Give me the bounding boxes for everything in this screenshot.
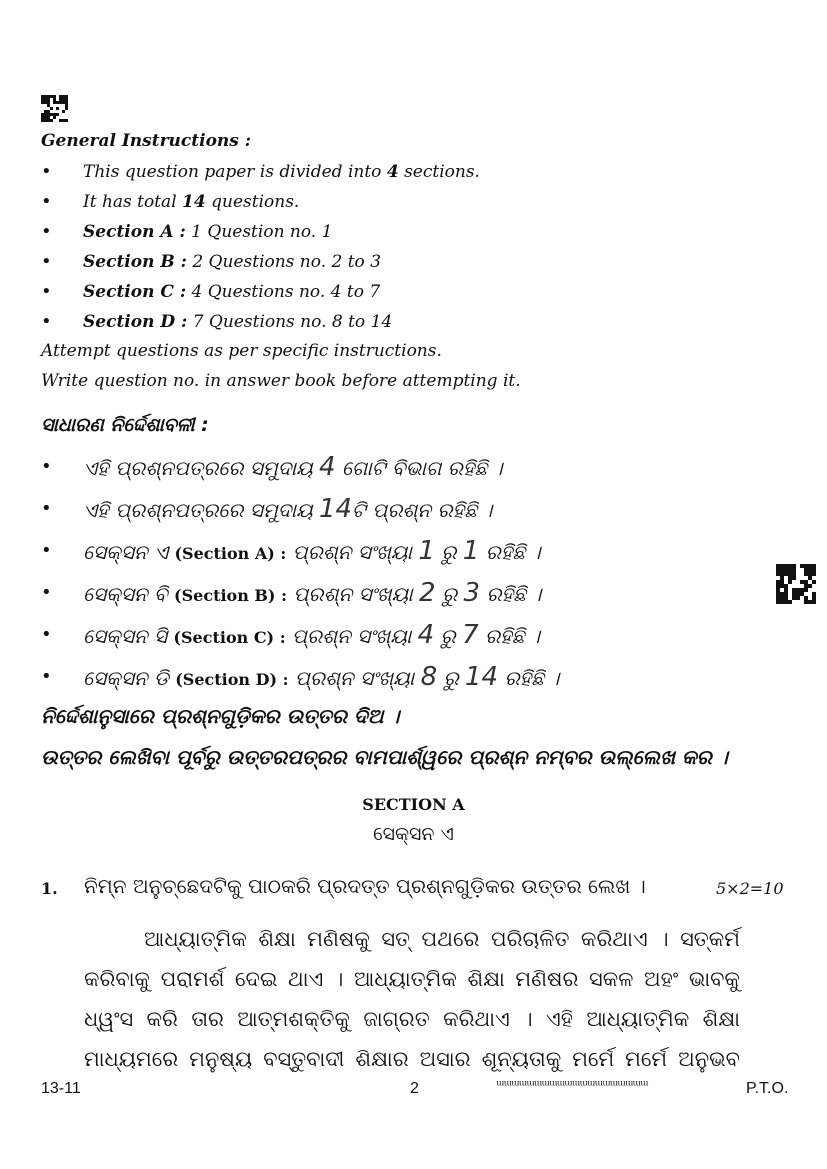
paper-code: 13-11 bbox=[41, 1080, 81, 1097]
bullet-icon: • bbox=[41, 281, 52, 302]
passage-line: ଧ୍ୱଂସ କରି ତାର ଆତ୍ମଶକ୍ତିକୁ ଜାଗ୍ରତ କରିଥାଏ । ଏହି ଆଧ୍ୟାତ୍ମିକ ଶିକ୍ଷା bbox=[84, 1007, 740, 1031]
general-instructions-heading: General Instructions : bbox=[41, 131, 252, 151]
passage-line: କରିବାକୁ ପରାମର୍ଶ ଦେଇ ଥାଏ । ଆଧ୍ୟାତ୍ମିକ ଶିକ୍ଷା ମଣିଷର ସକଳ ଅହଂ ଭାବକୁ bbox=[84, 967, 740, 991]
bullet-icon: • bbox=[41, 624, 52, 645]
page-number: 2 bbox=[410, 1080, 419, 1097]
bullet-icon: • bbox=[41, 251, 52, 272]
section-title-od: ସେକ୍ସନ ଏ bbox=[373, 823, 454, 845]
english-note-write: Write question no. in answer book before attempting it. bbox=[41, 371, 521, 391]
bullet-icon: • bbox=[41, 540, 52, 561]
question-marks: 5×2=10 bbox=[716, 879, 784, 898]
bullet-icon: • bbox=[41, 191, 52, 212]
bullet-icon: • bbox=[41, 498, 52, 519]
odia-note-attempt: ନିର୍ଦ୍ଦେଶାନୁସାରେ ପ୍ରଶ୍ନଗୁଡ଼ିକର ଉତ୍ତର ଦିଅ । bbox=[41, 704, 400, 728]
wave-divider: ᵚᵚᵚᵚᵚᵚᵚᵚᵚᵚᵚᵚᵚᵚᵚᵚᵚᵚᵚᵚ bbox=[496, 1078, 648, 1094]
section-title-en: SECTION A bbox=[362, 795, 465, 814]
bullet-icon: • bbox=[41, 221, 52, 242]
question-text: ନିମ୍ନ ଅନୁଚ୍ଛେଦଟିକୁ ପାଠକରି ପ୍ରଦତ୍ତ ପ୍ରଶ୍ନଗୁଡ଼ିକର ଉତ୍ତର ଲେଖ । bbox=[84, 874, 646, 898]
passage bbox=[84, 919, 740, 1079]
bullet-icon: • bbox=[41, 456, 52, 477]
qr-code-top bbox=[41, 95, 68, 122]
odia-instructions-heading: ସାଧାରଣ ନିର୍ଦ୍ଦେଶାବଳୀ : bbox=[41, 414, 209, 436]
passage-line: ଆଧ୍ୟାତ୍ମିକ ଶିକ୍ଷା ମଣିଷକୁ ସତ୍ ପଥରେ ପରିଚାଳିତ କରିଥାଏ । ସତ୍କର୍ମ bbox=[144, 927, 740, 951]
bullet-icon: • bbox=[41, 666, 52, 687]
passage-line: ମାଧ୍ୟମରେ ମନୁଷ୍ୟ ବସ୍ତୁବାଦୀ ଶିକ୍ଷାର ଅସାର ଶୂନ୍ୟତାକୁ ମର୍ମେ ମର୍ମେ ଅନୁଭବ bbox=[84, 1047, 740, 1071]
question-number: 1. bbox=[41, 879, 58, 898]
bullet-icon: • bbox=[41, 161, 52, 182]
qr-code-side bbox=[776, 564, 816, 604]
bullet-icon: • bbox=[41, 582, 52, 603]
odia-note-write: ଉତ୍ତର ଲେଖିବା ପୂର୍ବରୁ ଉତ୍ତରପତ୍ରର ବାମପାର୍ଶ୍ୱରେ ପ୍ରଶ୍ନ ନମ୍ବର ଉଲ୍ଲେଖ କର । bbox=[41, 745, 728, 769]
english-note-attempt: Attempt questions as per specific instructions. bbox=[41, 341, 442, 361]
bullet-icon: • bbox=[41, 311, 52, 332]
pto-label: P.T.O. bbox=[746, 1080, 789, 1097]
